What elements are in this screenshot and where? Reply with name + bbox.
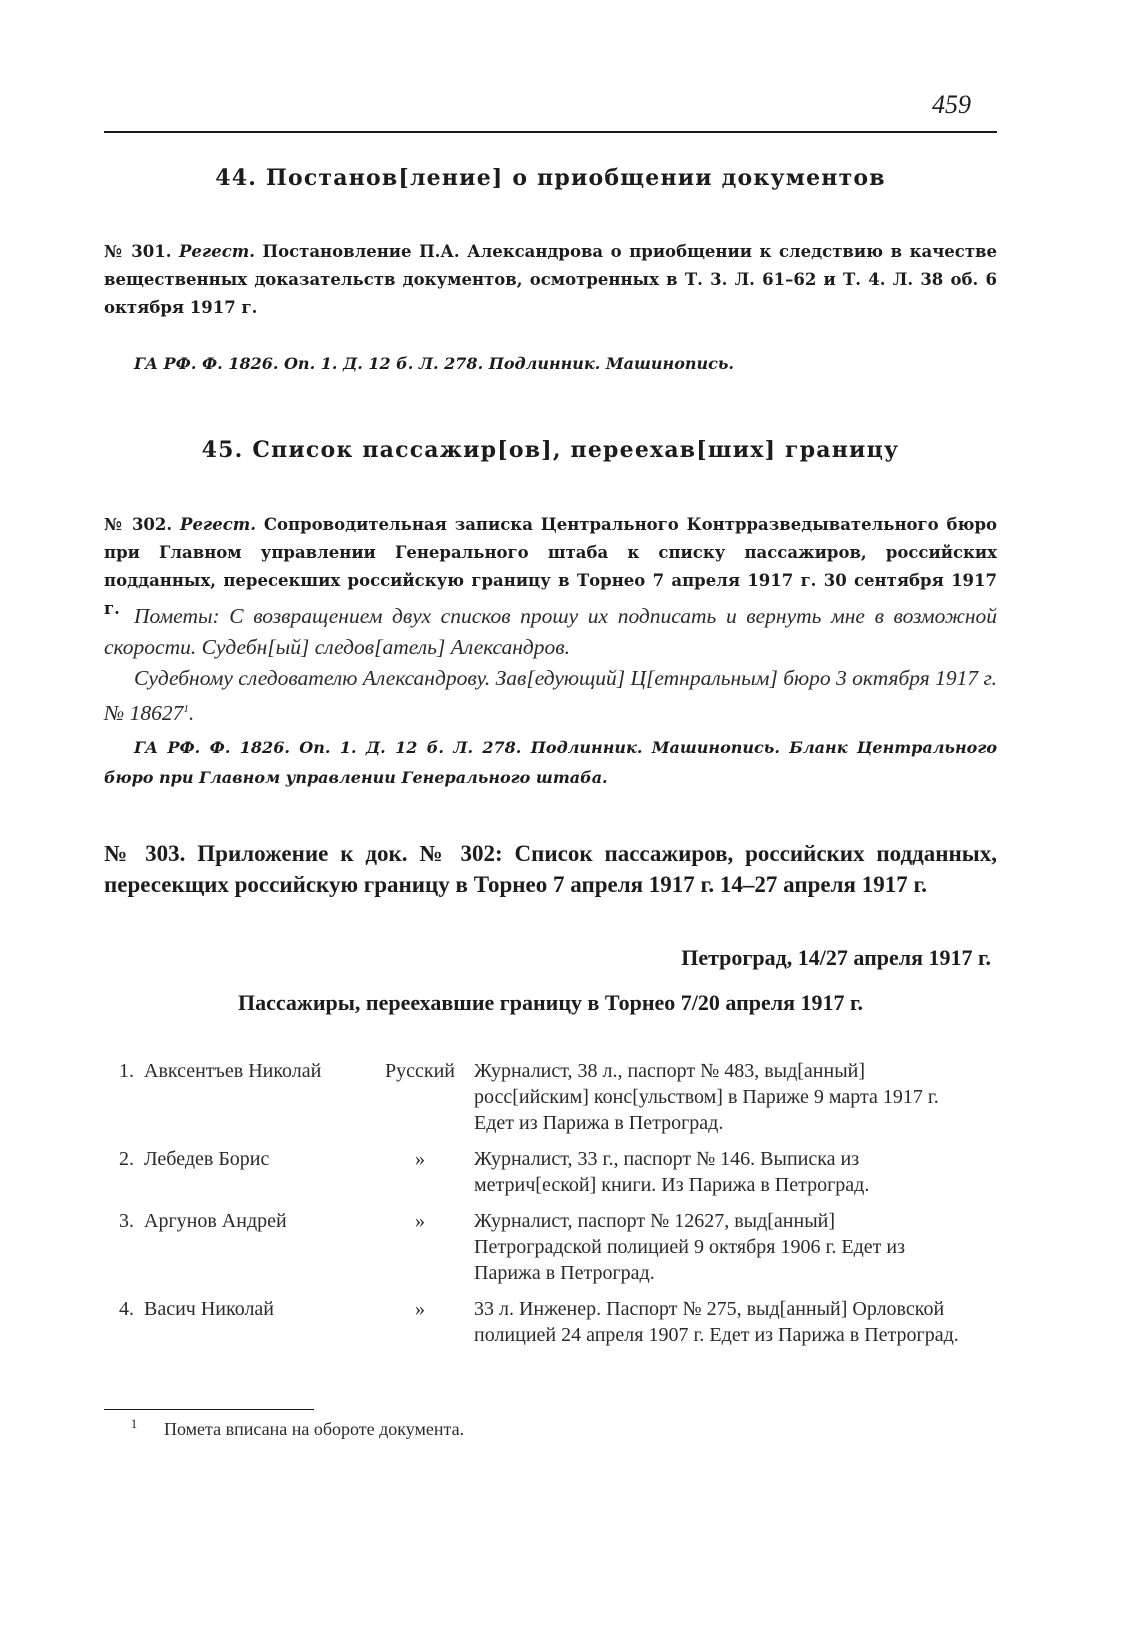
doc-302-number: № 302.	[104, 515, 173, 534]
passenger-name: Аргунов Андрей	[144, 1210, 287, 1232]
doc-302-regest-text: Сопроводительная записка Центрального Контрразведывательного бюро при Главном управлении Генерального штаба к списку пассажиров, российских подданных, пересекших российскую границу в Торнео 7 апреля 1917 г. 30 сентября 1917 г.	[104, 515, 998, 618]
doc-303-subtitle: Пассажиры, переехавшие границу в Торнео 7/20 апреля 1917 г.	[237, 990, 864, 1015]
passenger-nationality: »	[415, 1148, 425, 1170]
passenger-description: Журналист, паспорт № 12627, выд[анный] Петроградской полицией 9 октября 1906 г. Едет из Парижа в Петроград.	[474, 1210, 906, 1284]
doc-301-regest-label: Регест.	[179, 242, 255, 261]
passenger-description: Журналист, 33 г., паспорт № 146. Выписка из метрич[еской] книги. Из Парижа в Петроград.	[474, 1148, 870, 1196]
section-44-heading: 44. Постанов[ление] о приобщении документов	[215, 165, 886, 191]
header-rule	[104, 131, 997, 133]
doc-302-archive-ref: ГА РФ. Ф. 1826. Оп. 1. Д. 12 б. Л. 278. Подлинник. Машинопись. Бланк Центрального бюро при Главном управлении Генерального штаба.	[104, 738, 997, 787]
passenger-number: 4.	[119, 1298, 134, 1320]
passenger-nationality: »	[415, 1298, 425, 1320]
note-2-text: Судебному следователю Александрову. Зав[едующий] Ц[етнральным] бюро 3 октября 1917 г. № 18627	[104, 666, 997, 726]
note-2-end: .	[188, 701, 195, 726]
footnote-text: Помета вписана на обороте документа.	[164, 1419, 465, 1439]
doc-303-place-date: Петроград, 14/27 апреля 1917 г.	[681, 945, 991, 970]
passenger-row	[104, 1146, 997, 1198]
passenger-row	[104, 1296, 997, 1348]
passenger-name: Васич Николай	[144, 1298, 274, 1320]
page-number: 459	[932, 90, 971, 119]
note-2	[104, 663, 997, 729]
passenger-number: 3.	[119, 1210, 134, 1232]
doc-303-title: № 303. Приложение к док. № 302: Список пассажиров, российских подданных, пересекщих российскую границу в Торнео 7 апреля 1917 г. 14–27 апреля 1917 г.	[104, 841, 997, 897]
footnote-ref: 1	[183, 703, 189, 715]
passenger-name: Авксентъев Николай	[144, 1060, 322, 1082]
footnote-rule	[104, 1409, 314, 1410]
passenger-row	[104, 1208, 997, 1286]
passenger-nationality: »	[415, 1210, 425, 1232]
passenger-nationality: Русский	[385, 1060, 455, 1082]
passenger-row	[104, 1058, 997, 1136]
passenger-description: 33 л. Инженер. Паспорт № 275, выд[анный] Орловской полицией 24 апреля 1907 г. Едет из Парижа в Петроград.	[474, 1298, 959, 1346]
section-45-heading: 45. Список пассажир[ов], переехав[ших] границу	[201, 437, 900, 463]
doc-301-archive-ref: ГА РФ. Ф. 1826. Оп. 1. Д. 12 б. Л. 278. Подлинник. Машинопись.	[134, 354, 734, 373]
doc-301-regest	[104, 238, 997, 322]
passenger-number: 1.	[119, 1060, 134, 1082]
passenger-number: 2.	[119, 1148, 134, 1170]
footnote	[104, 1416, 997, 1440]
doc-302-regest-label: Регест.	[180, 515, 256, 534]
passenger-list	[104, 1058, 997, 1358]
passenger-name: Лебедев Борис	[144, 1148, 270, 1170]
passenger-description: Журналист, 38 л., паспорт № 483, выд[анный] росс[ийским] конс[ульством] в Париже 9 марта 1917 г. Едет из Парижа в Петроград.	[474, 1060, 939, 1134]
note-1: Пометы: С возвращением двух списков прошу их подписать и вернуть мне в возможной скорости. Судебн[ый] следов[атель] Александров.	[104, 604, 997, 659]
doc-301-regest-text: Постановление П.А. Александрова о приобщении к следствию в качестве вещественных доказательств документов, осмотренных в Т. 3. Л. 61–62 и Т. 4. Л. 38 об. 6 октября 1917 г.	[104, 242, 997, 317]
doc-302-notes	[104, 601, 997, 729]
doc-301-number: № 301.	[104, 242, 172, 261]
footnote-mark: 1	[130, 1416, 138, 1431]
